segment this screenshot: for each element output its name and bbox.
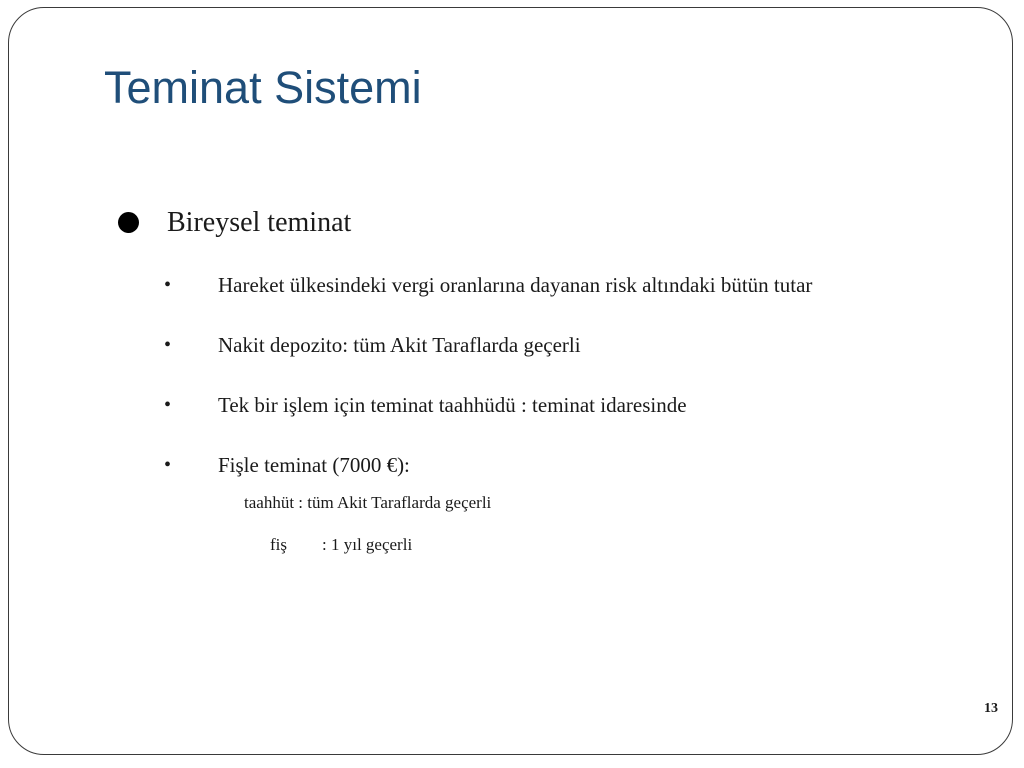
page-number: 13: [984, 701, 998, 716]
bullet-icon: •: [164, 274, 172, 296]
bullet-icon: •: [164, 454, 172, 476]
sub-bullet-text: Nakit depozito: tüm Akit Taraflarda geçerli: [218, 333, 581, 357]
detail-line-taahhut: taahhüt : tüm Akit Taraflarda geçerli: [244, 493, 492, 512]
detail-line-fis: [270, 534, 413, 556]
slide-frame: [8, 7, 1013, 755]
detail-fis-label: fiş: [270, 535, 287, 554]
bullet-icon: •: [164, 334, 172, 356]
detail-fis-value: : 1 yıl geçerli: [322, 535, 413, 554]
sub-bullet-text: Tek bir işlem için teminat taahhüdü : teminat idaresinde: [218, 393, 687, 417]
bullet-dot-icon: [118, 212, 139, 233]
main-bullet-text: Bireysel teminat: [167, 207, 352, 238]
bullet-icon: •: [164, 394, 172, 416]
sub-bullet-text: Fişle teminat (7000 €):: [218, 453, 410, 477]
slide-title: Teminat Sistemi: [104, 62, 422, 113]
sub-bullet-text: Hareket ülkesindeki vergi oranlarına dayanan risk altındaki bütün tutar: [218, 273, 813, 297]
